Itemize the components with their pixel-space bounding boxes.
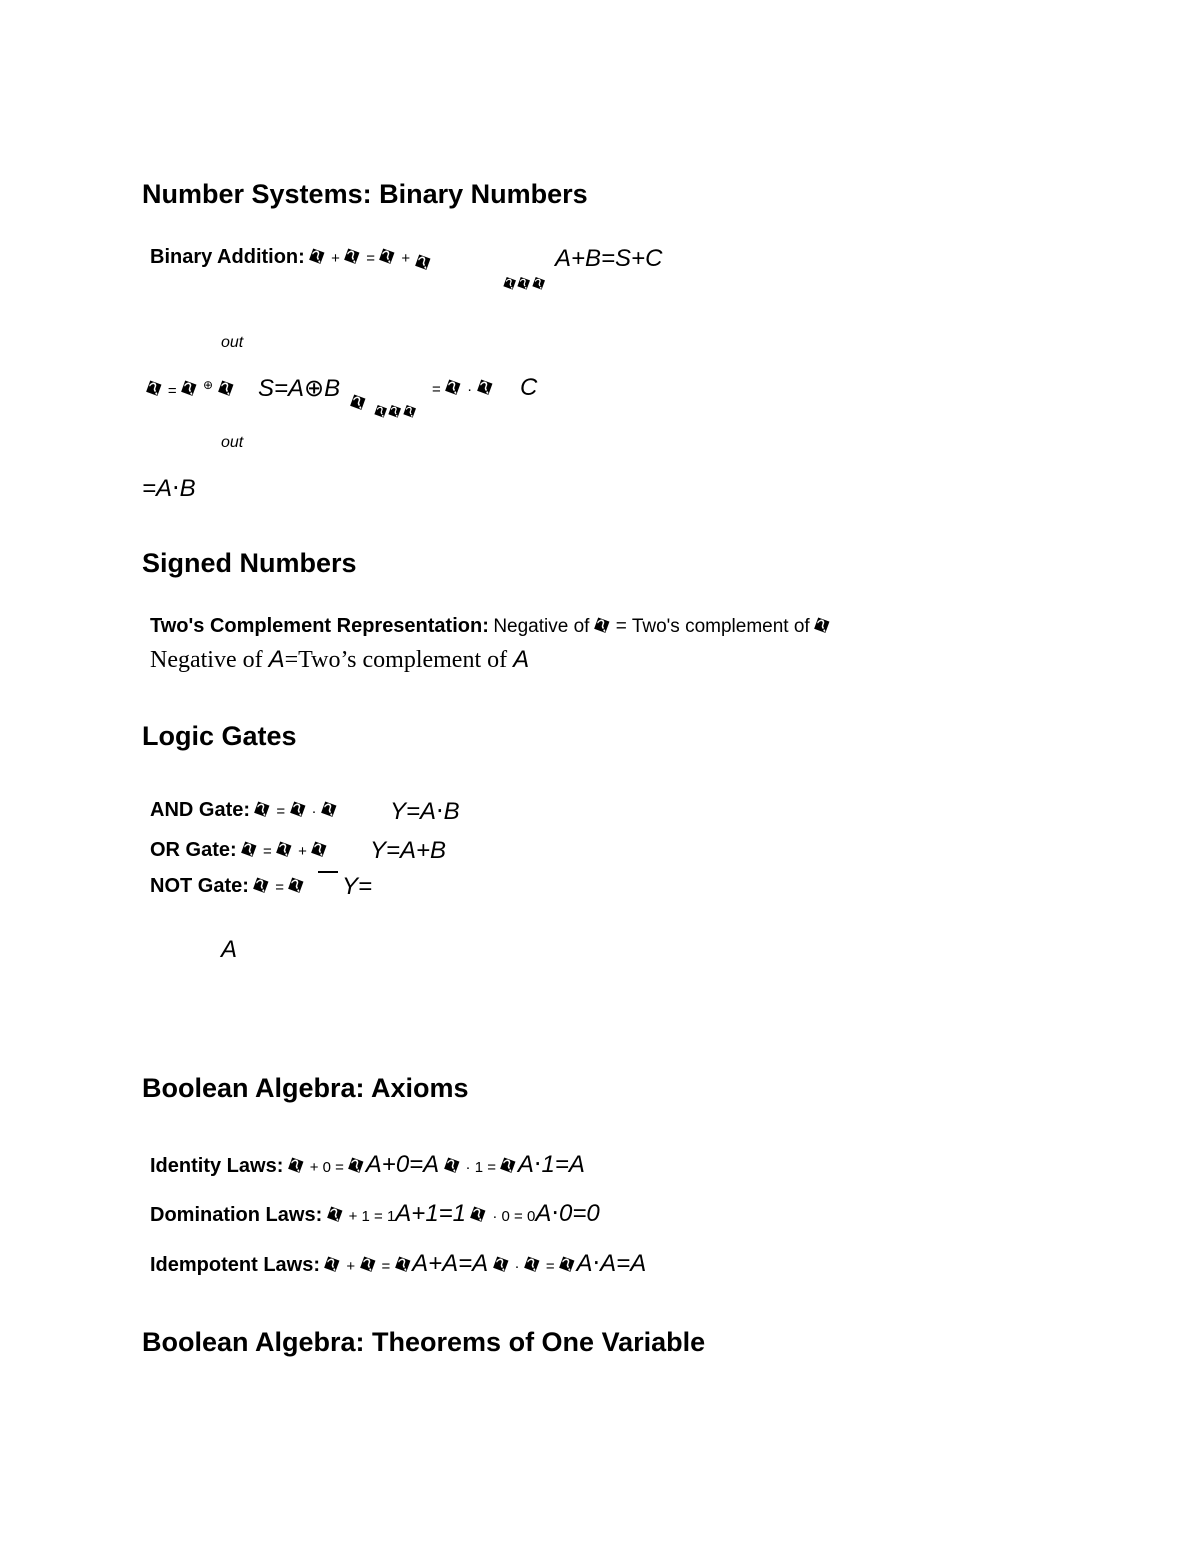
twos-complement-text-b: = Two's complement of xyxy=(615,616,810,637)
missing-glyph-icon: � xyxy=(590,614,615,639)
missing-glyph-icon: � xyxy=(371,401,391,423)
idempotent-laws-label: Idempotent Laws: xyxy=(150,1254,321,1276)
equals-sign: = xyxy=(432,381,441,398)
equals-sign: = xyxy=(263,843,272,860)
heading-boolean-axioms: Boolean Algebra: Axioms xyxy=(142,1073,469,1103)
or-gate-label: OR Gate: xyxy=(150,839,237,861)
missing-glyph-icon: � xyxy=(810,614,835,639)
missing-glyph-icon: � xyxy=(177,377,202,403)
idempotent-equation-1: A+A=A xyxy=(412,1250,489,1277)
domination-laws-line xyxy=(150,1199,600,1228)
missing-glyph-icon: � xyxy=(489,1253,514,1278)
subscript-out: out xyxy=(221,334,244,351)
sum-equation: S=A⊕B xyxy=(258,375,341,402)
overbar-line xyxy=(318,871,338,873)
missing-glyph-icon: � xyxy=(317,798,342,823)
negative-of-text: Negative of xyxy=(150,647,263,673)
missing-glyph-icon: � xyxy=(323,1203,348,1228)
not-gate-equation: Y= xyxy=(342,873,373,900)
missing-glyph-icon: � xyxy=(497,1154,521,1179)
glyph-stack xyxy=(346,391,371,416)
missing-glyph-icon: � xyxy=(214,377,238,403)
carry-variable: C xyxy=(520,374,538,401)
dot-sign: · xyxy=(514,1258,520,1275)
domination-equation-2: A⋅0=0 xyxy=(535,1200,600,1227)
missing-glyph-icon: � xyxy=(249,874,274,899)
equals-sign: = xyxy=(366,250,376,267)
dot-sign: · xyxy=(311,803,317,820)
binary-addition-equation: A+B=S+C xyxy=(555,245,663,272)
variable-a: A xyxy=(268,646,285,673)
missing-glyph-icon: � xyxy=(385,401,406,423)
missing-glyph-icon: � xyxy=(344,1154,369,1179)
domination-equation-1: A+1=1 xyxy=(395,1200,467,1227)
plus-sign: + xyxy=(346,1258,356,1275)
equals-sign: = xyxy=(276,803,286,820)
idempotent-equation-2: A⋅A=A xyxy=(576,1250,647,1277)
missing-glyph-icon: � xyxy=(286,798,311,823)
missing-glyph-icon: � xyxy=(555,1253,580,1278)
twos-complement-label: Two's Complement Representation: xyxy=(150,615,489,637)
subscript-out: out xyxy=(221,434,244,451)
missing-glyph-icon: � xyxy=(376,245,400,270)
variable-a: A xyxy=(513,646,530,673)
twos-complement-line xyxy=(150,614,835,639)
missing-glyph-icon: � xyxy=(251,798,275,823)
missing-glyph-icon: � xyxy=(441,376,466,401)
twos-complement-of-text: =Two’s complement of xyxy=(284,647,508,673)
equals-sign: = xyxy=(381,1258,391,1275)
and-gate-equation: Y=A⋅B xyxy=(390,798,460,825)
and-gate-label: AND Gate: xyxy=(150,799,251,821)
equals-sign: = xyxy=(545,1258,555,1275)
missing-glyph-icon: � xyxy=(520,1253,545,1278)
or-gate-line xyxy=(150,838,332,863)
missing-glyph-icon: � xyxy=(142,377,167,403)
plus-sign: + xyxy=(298,843,307,860)
heading-logic-gates: Logic Gates xyxy=(142,721,297,751)
missing-glyph-icon: � xyxy=(272,838,297,863)
twos-complement-text-a: Negative of xyxy=(493,616,590,637)
missing-glyph-icon: � xyxy=(500,273,520,295)
missing-glyph-icon: � xyxy=(356,1253,381,1278)
subscript-glyphs xyxy=(371,401,420,423)
equals-sign: = xyxy=(275,879,285,896)
missing-glyph-icon: � xyxy=(340,245,365,270)
domination-step-2: · 0 = 0 xyxy=(492,1208,536,1225)
xor-sign: ⊕ xyxy=(203,378,214,392)
not-gate-variable-a: A xyxy=(221,936,238,963)
equals-sign: = xyxy=(167,382,177,400)
missing-glyph-icon: � xyxy=(305,245,330,270)
dot-sign: · xyxy=(467,381,473,398)
identity-laws-line xyxy=(150,1150,585,1179)
missing-glyph-icon: � xyxy=(284,1154,309,1179)
missing-glyph-icon: � xyxy=(528,273,549,295)
domination-laws-label: Domination Laws: xyxy=(150,1204,323,1226)
missing-glyph-icon: � xyxy=(307,838,332,863)
plus-sign: + xyxy=(331,250,340,267)
domination-step-1: + 1 = 1 xyxy=(348,1208,396,1225)
twos-complement-formula xyxy=(150,646,529,674)
missing-glyph-icon: � xyxy=(391,1253,416,1278)
identity-equation-2: A⋅1=A xyxy=(517,1151,585,1178)
and-gate-line xyxy=(150,798,342,823)
identity-step-2: · 1 = xyxy=(465,1159,496,1176)
missing-glyph-icon: � xyxy=(321,1253,345,1278)
missing-glyph-icon: � xyxy=(411,251,436,276)
missing-glyph-icon: � xyxy=(285,874,309,899)
missing-glyph-icon: � xyxy=(473,376,497,401)
identity-laws-label: Identity Laws: xyxy=(150,1155,284,1177)
missing-glyph-icon: � xyxy=(514,273,535,295)
heading-binary-numbers: Number Systems: Binary Numbers xyxy=(142,179,588,209)
heading-signed-numbers: Signed Numbers xyxy=(142,548,357,578)
idempotent-laws-line xyxy=(150,1249,646,1278)
not-gate-label: NOT Gate: xyxy=(150,875,249,897)
subscript-glyphs xyxy=(500,273,549,295)
missing-glyph-icon: � xyxy=(237,838,262,863)
not-gate-line xyxy=(150,874,309,899)
sum-carry-line xyxy=(142,377,238,403)
binary-addition-label: Binary Addition: xyxy=(150,246,305,268)
heading-boolean-theorems: Boolean Algebra: Theorems of One Variable xyxy=(142,1327,706,1357)
carry-equation: =A⋅B xyxy=(142,475,196,502)
or-gate-equation: Y=A+B xyxy=(370,837,447,864)
binary-addition-line xyxy=(150,245,436,276)
missing-glyph-icon: � xyxy=(346,391,371,416)
missing-glyph-icon: � xyxy=(399,401,420,423)
plus-sign: + xyxy=(401,250,411,267)
identity-step-1: + 0 = xyxy=(309,1159,344,1176)
identity-equation-1: A+0=A xyxy=(365,1151,440,1178)
carry-expression xyxy=(432,376,497,401)
missing-glyph-icon: � xyxy=(440,1154,465,1179)
missing-glyph-icon: � xyxy=(467,1203,491,1228)
